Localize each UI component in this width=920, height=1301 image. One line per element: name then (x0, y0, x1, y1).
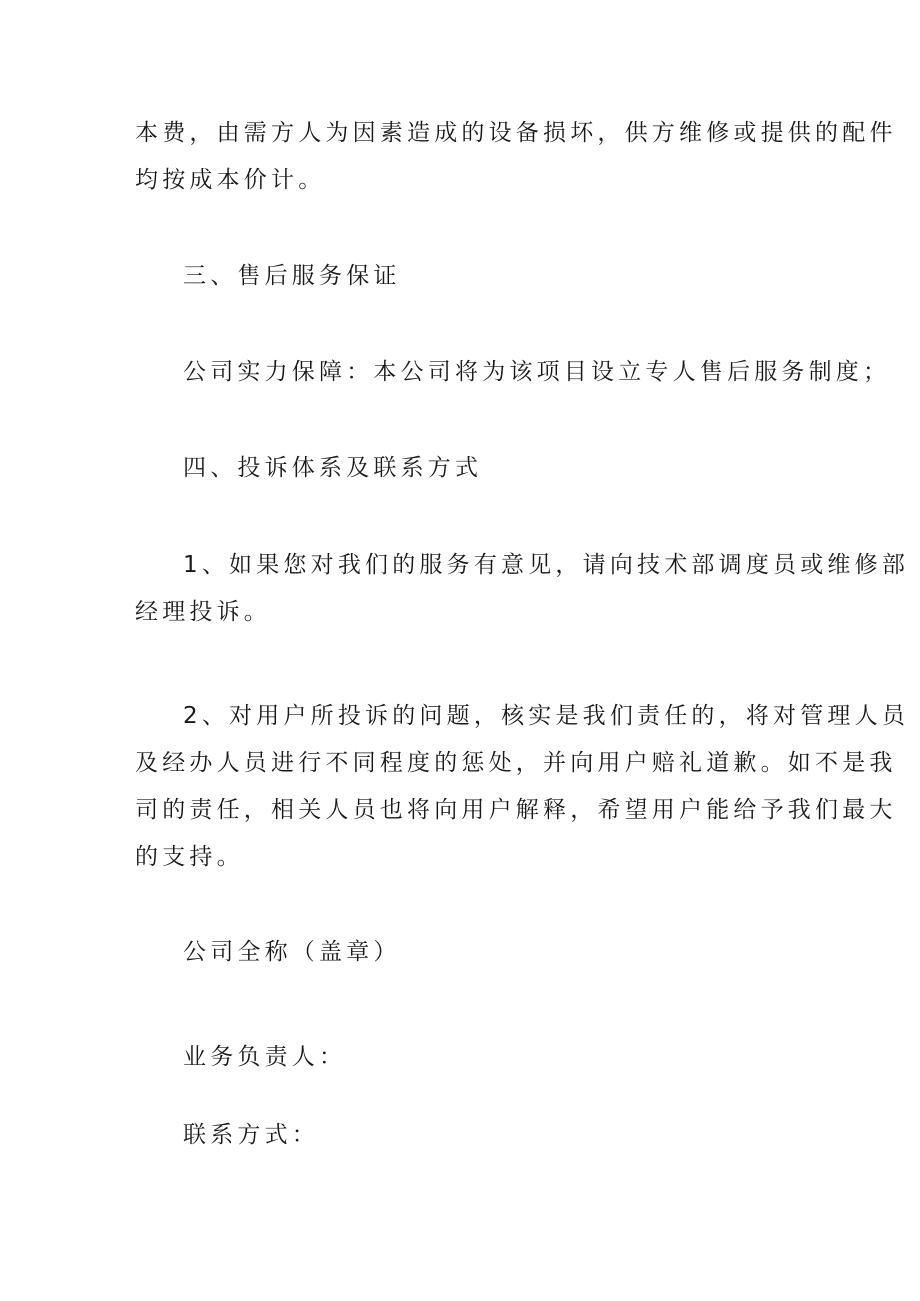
company-name-label: 公司全称（盖章） (183, 939, 401, 965)
section-heading: 三、售后服务保证 (183, 263, 401, 289)
paragraph-line: 本费，由需方人为因素造成的设备损坏，供方维修或提供的配件 (135, 120, 897, 146)
list-item-line: 2、对用户所投诉的问题，核实是我们责任的，将对管理人员 (183, 703, 910, 729)
paragraph-line: 均按成本价计。 (135, 167, 326, 193)
paragraph-line: 公司实力保障：本公司将为该项目设立专人售后服务制度； (183, 359, 891, 385)
list-item-line: 司的责任，相关人员也将向用户解释，希望用户能给予我们最大 (135, 797, 897, 823)
list-item-line: 的支持。 (135, 844, 244, 870)
contact-label: 联系方式： (183, 1122, 319, 1148)
section-heading: 四、投诉体系及联系方式 (183, 455, 483, 481)
list-item-line: 1、如果您对我们的服务有意见，请向技术部调度员或维修部 (183, 552, 910, 578)
manager-label: 业务负责人： (183, 1044, 347, 1070)
list-item-line: 及经办人员进行不同程度的惩处，并向用户赔礼道歉。如不是我 (135, 750, 897, 776)
list-item-line: 经理投诉。 (135, 599, 271, 625)
